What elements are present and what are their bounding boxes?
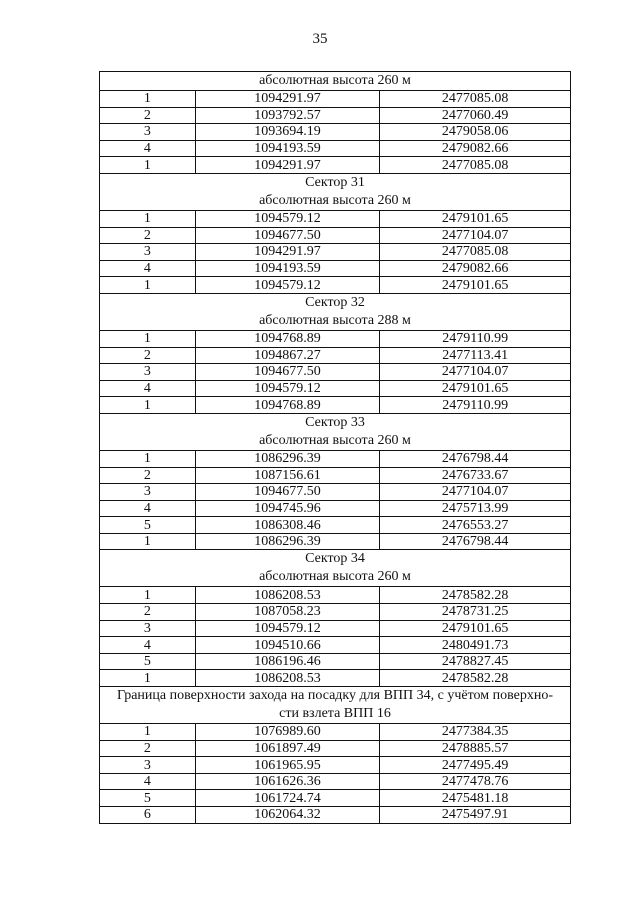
x-coordinate-cell: 1061897.49 [195, 740, 380, 757]
table-row [100, 637, 571, 654]
table-row [100, 157, 571, 174]
table-row [100, 653, 571, 670]
table-row [100, 380, 571, 397]
x-coordinate-cell: 1094579.12 [195, 277, 380, 294]
table-row [100, 397, 571, 414]
table-row [100, 260, 571, 277]
point-number-cell: 1 [100, 330, 196, 347]
point-number-cell: 4 [100, 500, 196, 517]
table-row [100, 277, 571, 294]
y-coordinate-cell: 2475713.99 [380, 500, 571, 517]
section-heading [100, 293, 571, 330]
section-heading-line: Сектор 32 [305, 294, 365, 310]
x-coordinate-cell: 1094579.12 [195, 210, 380, 227]
table-row [100, 757, 571, 774]
section-heading-line: сти взлета ВПП 16 [279, 706, 391, 722]
x-coordinate-cell: 1094768.89 [195, 397, 380, 414]
point-number-cell: 1 [100, 450, 196, 467]
table-row [100, 330, 571, 347]
x-coordinate-cell: 1094867.27 [195, 347, 380, 364]
table-row [100, 620, 571, 637]
table-row [100, 450, 571, 467]
y-coordinate-cell: 2479101.65 [380, 277, 571, 294]
point-number-cell: 2 [100, 227, 196, 244]
section-heading-line: Сектор 33 [305, 414, 365, 430]
point-number-cell: 5 [100, 653, 196, 670]
y-coordinate-cell: 2479082.66 [380, 260, 571, 277]
y-coordinate-cell: 2477085.08 [380, 244, 571, 261]
point-number-cell: 6 [100, 807, 196, 824]
point-number-cell: 1 [100, 670, 196, 687]
x-coordinate-cell: 1086296.39 [195, 450, 380, 467]
y-coordinate-cell: 2477060.49 [380, 107, 571, 124]
point-number-cell: 3 [100, 124, 196, 141]
table-row [100, 124, 571, 141]
y-coordinate-cell: 2478582.28 [380, 587, 571, 604]
point-number-cell: 5 [100, 517, 196, 534]
y-coordinate-cell: 2477104.07 [380, 364, 571, 381]
point-number-cell: 1 [100, 587, 196, 604]
point-number-cell: 4 [100, 637, 196, 654]
point-number-cell: 2 [100, 740, 196, 757]
section-heading-line: Сектор 31 [305, 174, 365, 190]
table-row [100, 244, 571, 261]
x-coordinate-cell: 1061626.36 [195, 773, 380, 790]
section-heading-row [100, 293, 571, 330]
x-coordinate-cell: 1086296.39 [195, 533, 380, 550]
table-row [100, 517, 571, 534]
x-coordinate-cell: 1094677.50 [195, 364, 380, 381]
y-coordinate-cell: 2479101.65 [380, 210, 571, 227]
x-coordinate-cell: 1093792.57 [195, 107, 380, 124]
table-row [100, 467, 571, 484]
x-coordinate-cell: 1094291.97 [195, 91, 380, 108]
x-coordinate-cell: 1086208.53 [195, 587, 380, 604]
x-coordinate-cell: 1086208.53 [195, 670, 380, 687]
section-heading [100, 550, 571, 587]
table-row [100, 807, 571, 824]
x-coordinate-cell: 1094291.97 [195, 244, 380, 261]
x-coordinate-cell: 1094193.59 [195, 260, 380, 277]
coordinates-table-body [100, 72, 571, 824]
table-row [100, 773, 571, 790]
section-heading [100, 687, 571, 724]
x-coordinate-cell: 1094291.97 [195, 157, 380, 174]
y-coordinate-cell: 2479110.99 [380, 330, 571, 347]
y-coordinate-cell: 2475481.18 [380, 790, 571, 807]
y-coordinate-cell: 2476798.44 [380, 450, 571, 467]
x-coordinate-cell: 1086196.46 [195, 653, 380, 670]
x-coordinate-cell: 1094193.59 [195, 140, 380, 157]
point-number-cell: 2 [100, 467, 196, 484]
x-coordinate-cell: 1094510.66 [195, 637, 380, 654]
x-coordinate-cell: 1094768.89 [195, 330, 380, 347]
table-row [100, 364, 571, 381]
point-number-cell: 2 [100, 347, 196, 364]
x-coordinate-cell: 1061965.95 [195, 757, 380, 774]
section-heading [100, 72, 571, 91]
x-coordinate-cell: 1087156.61 [195, 467, 380, 484]
table-row [100, 347, 571, 364]
x-coordinate-cell: 1094745.96 [195, 500, 380, 517]
section-heading-line: абсолютная высота 260 м [259, 432, 411, 448]
y-coordinate-cell: 2477085.08 [380, 157, 571, 174]
point-number-cell: 4 [100, 773, 196, 790]
table-row [100, 533, 571, 550]
y-coordinate-cell: 2479101.65 [380, 620, 571, 637]
section-heading [100, 173, 571, 210]
y-coordinate-cell: 2477085.08 [380, 91, 571, 108]
point-number-cell: 1 [100, 277, 196, 294]
x-coordinate-cell: 1086308.46 [195, 517, 380, 534]
y-coordinate-cell: 2477495.49 [380, 757, 571, 774]
y-coordinate-cell: 2478582.28 [380, 670, 571, 687]
y-coordinate-cell: 2477478.76 [380, 773, 571, 790]
section-heading-line: абсолютная высота 260 м [259, 73, 411, 88]
y-coordinate-cell: 2475497.91 [380, 807, 571, 824]
point-number-cell: 4 [100, 140, 196, 157]
point-number-cell: 5 [100, 790, 196, 807]
x-coordinate-cell: 1094677.50 [195, 227, 380, 244]
point-number-cell: 2 [100, 107, 196, 124]
section-heading-row [100, 173, 571, 210]
y-coordinate-cell: 2477384.35 [380, 724, 571, 741]
table-row [100, 107, 571, 124]
x-coordinate-cell: 1076989.60 [195, 724, 380, 741]
table-row [100, 210, 571, 227]
point-number-cell: 1 [100, 91, 196, 108]
section-heading-line: абсолютная высота 260 м [259, 192, 411, 208]
point-number-cell: 2 [100, 604, 196, 621]
table-row [100, 140, 571, 157]
section-heading-row [100, 550, 571, 587]
table-row [100, 484, 571, 501]
point-number-cell: 1 [100, 724, 196, 741]
y-coordinate-cell: 2477104.07 [380, 227, 571, 244]
point-number-cell: 4 [100, 380, 196, 397]
section-heading-line: абсолютная высота 260 м [259, 569, 411, 585]
section-heading [100, 413, 571, 450]
table-row [100, 91, 571, 108]
section-heading-line: абсолютная высота 288 м [259, 312, 411, 328]
table-row [100, 670, 571, 687]
point-number-cell: 3 [100, 364, 196, 381]
page-number: 35 [312, 31, 328, 47]
y-coordinate-cell: 2476798.44 [380, 533, 571, 550]
y-coordinate-cell: 2477113.41 [380, 347, 571, 364]
y-coordinate-cell: 2476553.27 [380, 517, 571, 534]
y-coordinate-cell: 2480491.73 [380, 637, 571, 654]
point-number-cell: 3 [100, 244, 196, 261]
x-coordinate-cell: 1093694.19 [195, 124, 380, 141]
x-coordinate-cell: 1094579.12 [195, 620, 380, 637]
table-row [100, 790, 571, 807]
table-row [100, 587, 571, 604]
point-number-cell: 1 [100, 157, 196, 174]
section-heading-line: Граница поверхности захода на посадку для ВПП 34, с учётом поверхно- [116, 688, 554, 704]
table-row [100, 500, 571, 517]
point-number-cell: 3 [100, 484, 196, 501]
point-number-cell: 1 [100, 397, 196, 414]
x-coordinate-cell: 1062064.32 [195, 807, 380, 824]
table-row [100, 740, 571, 757]
x-coordinate-cell: 1094579.12 [195, 380, 380, 397]
y-coordinate-cell: 2478885.57 [380, 740, 571, 757]
x-coordinate-cell: 1087058.23 [195, 604, 380, 621]
section-heading-line: Сектор 34 [305, 551, 365, 567]
x-coordinate-cell: 1061724.74 [195, 790, 380, 807]
coordinates-table [99, 71, 571, 824]
point-number-cell: 4 [100, 260, 196, 277]
y-coordinate-cell: 2478731.25 [380, 604, 571, 621]
point-number-cell: 3 [100, 757, 196, 774]
table-row [100, 227, 571, 244]
y-coordinate-cell: 2479058.06 [380, 124, 571, 141]
section-heading-row [100, 413, 571, 450]
point-number-cell: 1 [100, 533, 196, 550]
y-coordinate-cell: 2479110.99 [380, 397, 571, 414]
section-heading-row [100, 687, 571, 724]
y-coordinate-cell: 2479101.65 [380, 380, 571, 397]
y-coordinate-cell: 2478827.45 [380, 653, 571, 670]
y-coordinate-cell: 2479082.66 [380, 140, 571, 157]
x-coordinate-cell: 1094677.50 [195, 484, 380, 501]
section-heading-row [100, 72, 571, 91]
table-row [100, 604, 571, 621]
table-row [100, 724, 571, 741]
point-number-cell: 1 [100, 210, 196, 227]
point-number-cell: 3 [100, 620, 196, 637]
y-coordinate-cell: 2476733.67 [380, 467, 571, 484]
y-coordinate-cell: 2477104.07 [380, 484, 571, 501]
